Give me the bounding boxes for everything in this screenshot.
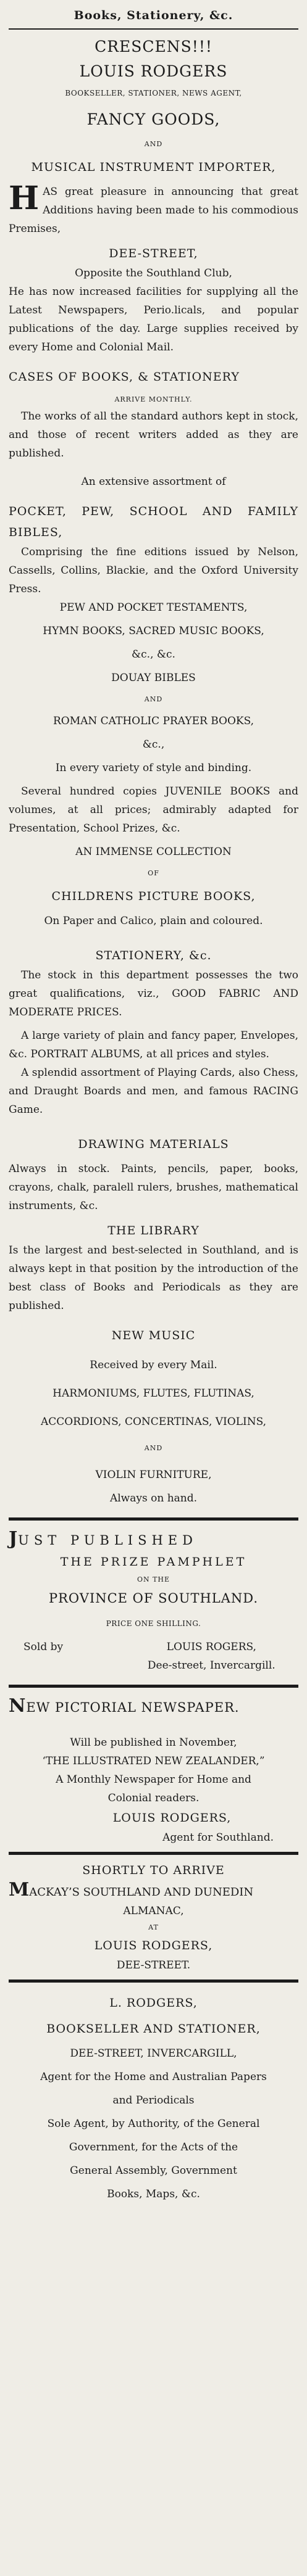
drop-cap: N [9,1695,27,1717]
at-connector: AT [148,1923,159,1931]
pictorial-newspaper-text: EW PICTORIAL NEWSPAPER. [26,1700,240,1715]
violin-furniture-line: VIOLIN FURNITURE, [95,1469,212,1481]
opposite-line: Opposite the Southland Club, [75,267,232,279]
almanac-line: ALMANAC, [123,1905,184,1917]
roman-catholic-line: ROMAN CATHOLIC PRAYER BOOKS, [53,715,254,727]
douay-line: DOUAY BIBLES [111,672,196,684]
periodicals-line: and Periodicals [112,2094,195,2107]
immense-collection-line: AN IMMENSE COLLECTION [75,846,232,858]
bookseller-address: DEE-STREET, INVERCARGILL, [70,2047,237,2060]
agent-name: LOUIS RODGERS, [112,1811,232,1825]
section-header: Books, Stationery, &c. [74,9,233,22]
government-line: Government, for the Acts of the [69,2141,238,2153]
etc-line: &c., [142,738,165,751]
always-on-hand-line: Always on hand. [109,1492,198,1505]
trades-line: BOOKSELLER, STATIONER, NEWS AGENT, [65,89,242,97]
pictorial-newspaper-heading [9,1695,298,1719]
new-music-heading: NEW MUSIC [111,1329,196,1342]
cases-heading: CASES OF BOOKS, & STATIONERY [9,370,240,384]
almanac-seller-name: LOUIS RODGERS, [94,1939,213,1952]
agent-home-line: Agent for the Home and Australian Papers [40,2071,267,2083]
street-heading: DEE-STREET, [109,247,198,260]
facilities-paragraph: He has now increased facilities for supplying all the Latest Newspapers, Perio.licals, and popular publications of the day. Large supplies received by every Home and Colonial Mail. [9,286,298,353]
illustrated-title-line: ‘THE ILLUSTRATED NEW ZEALANDER,” [42,1755,265,1767]
music-importer-heading: MUSICAL INSTRUMENT IMPORTER, [31,160,276,174]
drawing-materials-heading: DRAWING MATERIALS [78,1137,229,1151]
just-published-text: UST PUBLISHED [18,1533,198,1548]
prize-pamphlet-advertisement [9,1521,298,1685]
books-maps-line: Books, Maps, &c. [107,2188,200,2200]
of-connector: OF [148,869,159,877]
stationery-heading: STATIONERY, &c. [95,949,212,962]
etc-line: &c., &c. [132,648,175,661]
agent-title: Agent for Southland. [162,1831,274,1844]
drop-cap: M [9,1879,30,1901]
drawing-materials-paragraph: Always in stock. Paints, pencils, paper, books, crayons, chalk, paralell rulers, brushes, mathematical instruments, &c. [9,1163,298,1212]
and-connector: AND [144,695,163,703]
on-the-connector: ON THE [137,1575,170,1583]
instruments-line: ACCORDIONS, CONCERTINAS, VIOLINS, [40,1416,267,1428]
drop-cap: H [9,180,40,217]
shortly-to-arrive-heading: SHORTLY TO ARRIVE [82,1864,225,1877]
playing-cards-paragraph: A splendid assortment of Playing Cards, also Chess, and Draught Boards and men, and famous RACING Game. [9,1067,298,1116]
stock-paragraph: The stock in this department possesses the two great qualifications, viz., GOOD FABRIC AND MODERATE PRICES. [9,969,298,1018]
variety-line: In every variety of style and binding. [55,762,252,774]
bookseller-name: L. RODGERS, [109,1996,198,2010]
will-be-published-line: Will be published in November, [70,1736,237,1749]
instruments-line: HARMONIUMS, FLUTES, FLUTINAS, [53,1387,254,1400]
testaments-line: PEW AND POCKET TESTAMENTS, [59,601,248,614]
sold-by-block [9,1638,298,1675]
arrive-monthly: ARRIVE MONTHLY. [114,395,193,403]
childrens-books-heading: CHILDRENS PICTURE BOOKS, [51,890,256,903]
paper-variety-paragraph: A large variety of plain and fancy paper, Envelopes, &c. PORTRAIT ALBUMS, at all prices and styles. [9,1030,298,1060]
extensive-line: An extensive assortment of [81,476,226,488]
price-line: PRICE ONE SHILLING. [106,1619,201,1628]
assembly-line: General Assembly, Government [70,2165,237,2177]
almanac-title-line [9,1881,298,1902]
intro-paragraph [9,180,298,238]
comprising-paragraph: Comprising the fine editions issued by Nelson, Cassells, Collins, Blackie, and the Oxford University Press. [9,546,298,595]
pictorial-newspaper-advertisement [9,1688,298,1852]
intro-text: AS great pleasure in announcing that great Additions having been made to his commodious Premises, [9,186,298,235]
just-published-heading [9,1528,298,1551]
paper-calico-line: On Paper and Calico, plain and coloured. [44,915,263,927]
sold-by-label: Sold by [23,1641,64,1653]
prize-pamphlet-title: THE PRIZE PAMPHLET [60,1555,247,1569]
and-connector: AND [144,1444,163,1452]
seller-block [125,1638,298,1675]
monthly-newspaper-line: A Monthly Newspaper for Home and [56,1773,251,1786]
bookseller-trade: BOOKSELLER AND STATIONER, [46,2022,261,2036]
seller-name: LOUIS ROGERS, [166,1641,256,1653]
works-paragraph: The works of all the standard authors kept in stock, and those of recent writers added as they are published. [9,410,298,460]
and-connector: AND [144,140,163,148]
rodgers-main-advertisement [9,30,298,1517]
almanac-title: ACKAY’S SOUTHLAND AND DUNEDIN [29,1886,254,1899]
sole-agent-line: Sole Agent, by Authority, of the General [47,2118,260,2130]
library-heading: THE LIBRARY [107,1224,200,1237]
readers-line: Colonial readers. [107,1792,200,1804]
crescens-heading: CRESCENS!!! [95,38,212,56]
province-heading: PROVINCE OF SOUTHLAND. [48,1591,259,1606]
seller-address: Dee-street, Invercargill. [147,1659,275,1672]
almanac-street: DEE-STREET. [116,1959,191,1971]
fancy-goods-heading: FANCY GOODS, [86,110,221,128]
library-paragraph: Is the largest and best-selected in Southland, and is always kept in that position by the introduction of the best class of Books and Periodicals as they are published. [9,1244,298,1312]
proprietor-name: LOUIS RODGERS [79,62,228,80]
juvenile-paragraph: Several hundred copies JUVENILE BOOKS and volumes, at all prices; admirably adapted for Presentation, School Prizes, &c. [9,785,298,835]
received-line: Received by every Mail. [90,1359,217,1371]
bibles-heading: POCKET, PEW, SCHOOL AND FAMILY BIBLES, [9,505,298,539]
hymn-line: HYMN BOOKS, SACRED MUSIC BOOKS, [43,625,264,637]
bookseller-advertisement [9,1983,298,2203]
almanac-advertisement [9,1855,298,1979]
drop-cap: J [9,1528,19,1550]
